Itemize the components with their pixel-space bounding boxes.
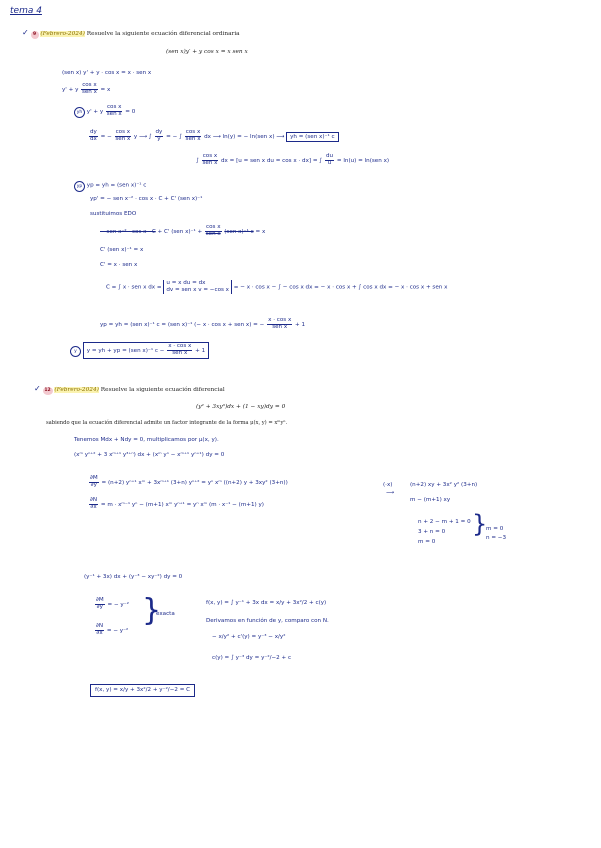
problem-number-badge: 9 [31,31,39,39]
partial-m-line: $\frac{\partial M}{\partial y}$ = (n+2) yⁿ⁺¹ xᵐ + 3xᵐ⁺¹ (3+n) yⁿ⁺² = yⁿ xᵐ ((n+2) y + 3xy² (3+n)) [90,475,288,488]
problem-statement: Resuelve la siguiente ecuación diferencial ordinaria [86,31,240,37]
yh-label: yh [74,107,85,118]
work-line: y' + y $\frac{\text{cos x}}{\text{sen x}}$ = x [62,82,111,95]
work-line: sustituimos EDO [90,211,137,217]
system-results: m = 0 n = −3 [486,526,507,541]
problem-statement: Resuelve la siguiente ecuación diferencial [100,387,225,393]
work-line: C' = x · sen x [100,262,138,268]
final-solution-box: y = yh + yp = (sen x)⁻¹ c − $\frac{\text{x · cos x}}{\text{sen x}}$ + 1 [83,342,209,359]
work-line: Derivamos en función de y, comparo con N. [206,618,329,624]
check-icon: ✓ [34,384,41,393]
work-line: (y⁻¹ + 3x) dx + (y⁻³ − xy⁻²) dy = 0 [84,574,183,580]
work-line: yp = yh = (sen x)⁻¹ c = (sen x)⁻¹ (− x · cos x + sen x) = − $\frac{\text{x · cos x}}{\text{sen x}}$ + 1 [100,317,306,330]
integral-line: ∫ $\frac{\text{cos x}}{\text{sen x}}$ dx = [u = sen x du = cos x · dx] = ∫ $\frac{du}{u}$ = ln(u) = ln(sen x) [196,153,390,166]
work-line: (n+2) xy + 3x² y² (3+n) [410,482,478,488]
yh-separation-line: $\frac{dy}{dx}$ = − $\frac{\text{cos x}}{\text{sen x}}$ y ⟶ ∫ $\frac{dy}{y}$ = − ∫ $\frac{\text{cos x}}{\text{sen x}}$ dx ⟶ ln(y) = − ln(sen x) ⟶ yh = (sen x)⁻¹ c [88,130,339,143]
right-brace-icon: } [142,593,162,628]
work-line: Tenemos Mdx + Ndy = 0, multiplicamos por μ(x, y). [74,437,219,443]
work-line: (sen x) y' + y · cos x = x · sen x [62,70,152,76]
work-line: − x/y² + c'(y) = y⁻³ − x/y² [212,634,286,640]
page-title: tema 4 [10,6,42,16]
work-line: c(y) = ∫ y⁻³ dy = y⁻²/−2 + c [212,655,292,661]
parts-integration-line: C = ∫ x · sen x dx = u = x du = dx dv = sen x v = −cos x = − x · cos x − ∫ − cos x dx = − x · cos x + ∫ cos x dx = − x · cos x + sen x [106,280,448,293]
exacta-label: exacta [156,611,175,617]
problem-number-badge: 12 [44,388,51,393]
yh-result-box: yh = (sen x)⁻¹ c [286,132,339,142]
problem-year: (Febrero-2024) [40,31,85,37]
problem-equation: (sen x)y′ + y cos x = x sen x [166,49,248,55]
problem-equation: (y² + 3xy³)dx + (1 − xy)dy = 0 [196,404,286,410]
work-line: − sen x⁻² · cos x · C + C' (sen x)⁻¹ + $\frac{\text{cos x}}{\text{sen x}}$ (sen x)⁻¹ c = x [100,224,266,237]
right-brace-icon: } [472,510,488,538]
work-line: (xᵐ yⁿ⁺² + 3 xᵐ⁺¹ y³⁺ⁿ) dx + (xᵐ yⁿ − xᵐ⁺¹ yⁿ⁺¹) dy = 0 [74,452,225,458]
y-label: y [70,346,81,357]
partial-m-line: $\frac{\partial M}{\partial y}$ = − y⁻² [96,597,129,610]
check-icon: ✓ [22,28,29,37]
system-equations: n + 2 − m + 1 = 0 3 + n = 0 m = 0 [418,519,471,545]
problem-12-header [34,384,225,395]
arrow-icon: ⟶ [386,490,395,496]
problem-year: (Febrero-2024) [54,387,99,393]
work-line: f(x, y) = ∫ y⁻¹ + 3x dx = x/y + 3x²/2 + c(y) [206,600,327,606]
yp-line: yp yp = yh = (sen x)⁻¹ c [74,181,146,192]
work-line: C' (sen x)⁻¹ = x [100,247,144,253]
partial-n-line: $\frac{\partial N}{\partial x}$ = − y⁻² [96,623,129,636]
multiply-x-note: (·x) [383,482,393,488]
work-line: m − (m+1) xy [410,497,451,503]
final-solution-box: f(x, y) = x/y + 3x²/2 + y⁻²/−2 = C [90,684,195,697]
work-line: yp' = − sen x⁻² · cos x · C + C' (sen x)⁻¹ [90,196,203,202]
final-solution-line [70,342,209,359]
yh-line: yh y' + y $\frac{\text{cos x}}{\text{sen x}}$ = 0 [74,105,135,118]
yp-label: yp [74,181,85,192]
partial-n-line: $\frac{\partial N}{\partial x}$ = m · xᵐ⁻¹ yⁿ − (m+1) xᵐ yⁿ⁺¹ = yⁿ xᵐ (m · x⁻¹ − (m+1) y) [90,497,264,510]
problem-hint: sabiendo que la ecuación diferencial admite un factor integrante de la forma μ(x, y) = xᵐyⁿ. [46,420,288,426]
problem-9-header [22,28,240,39]
